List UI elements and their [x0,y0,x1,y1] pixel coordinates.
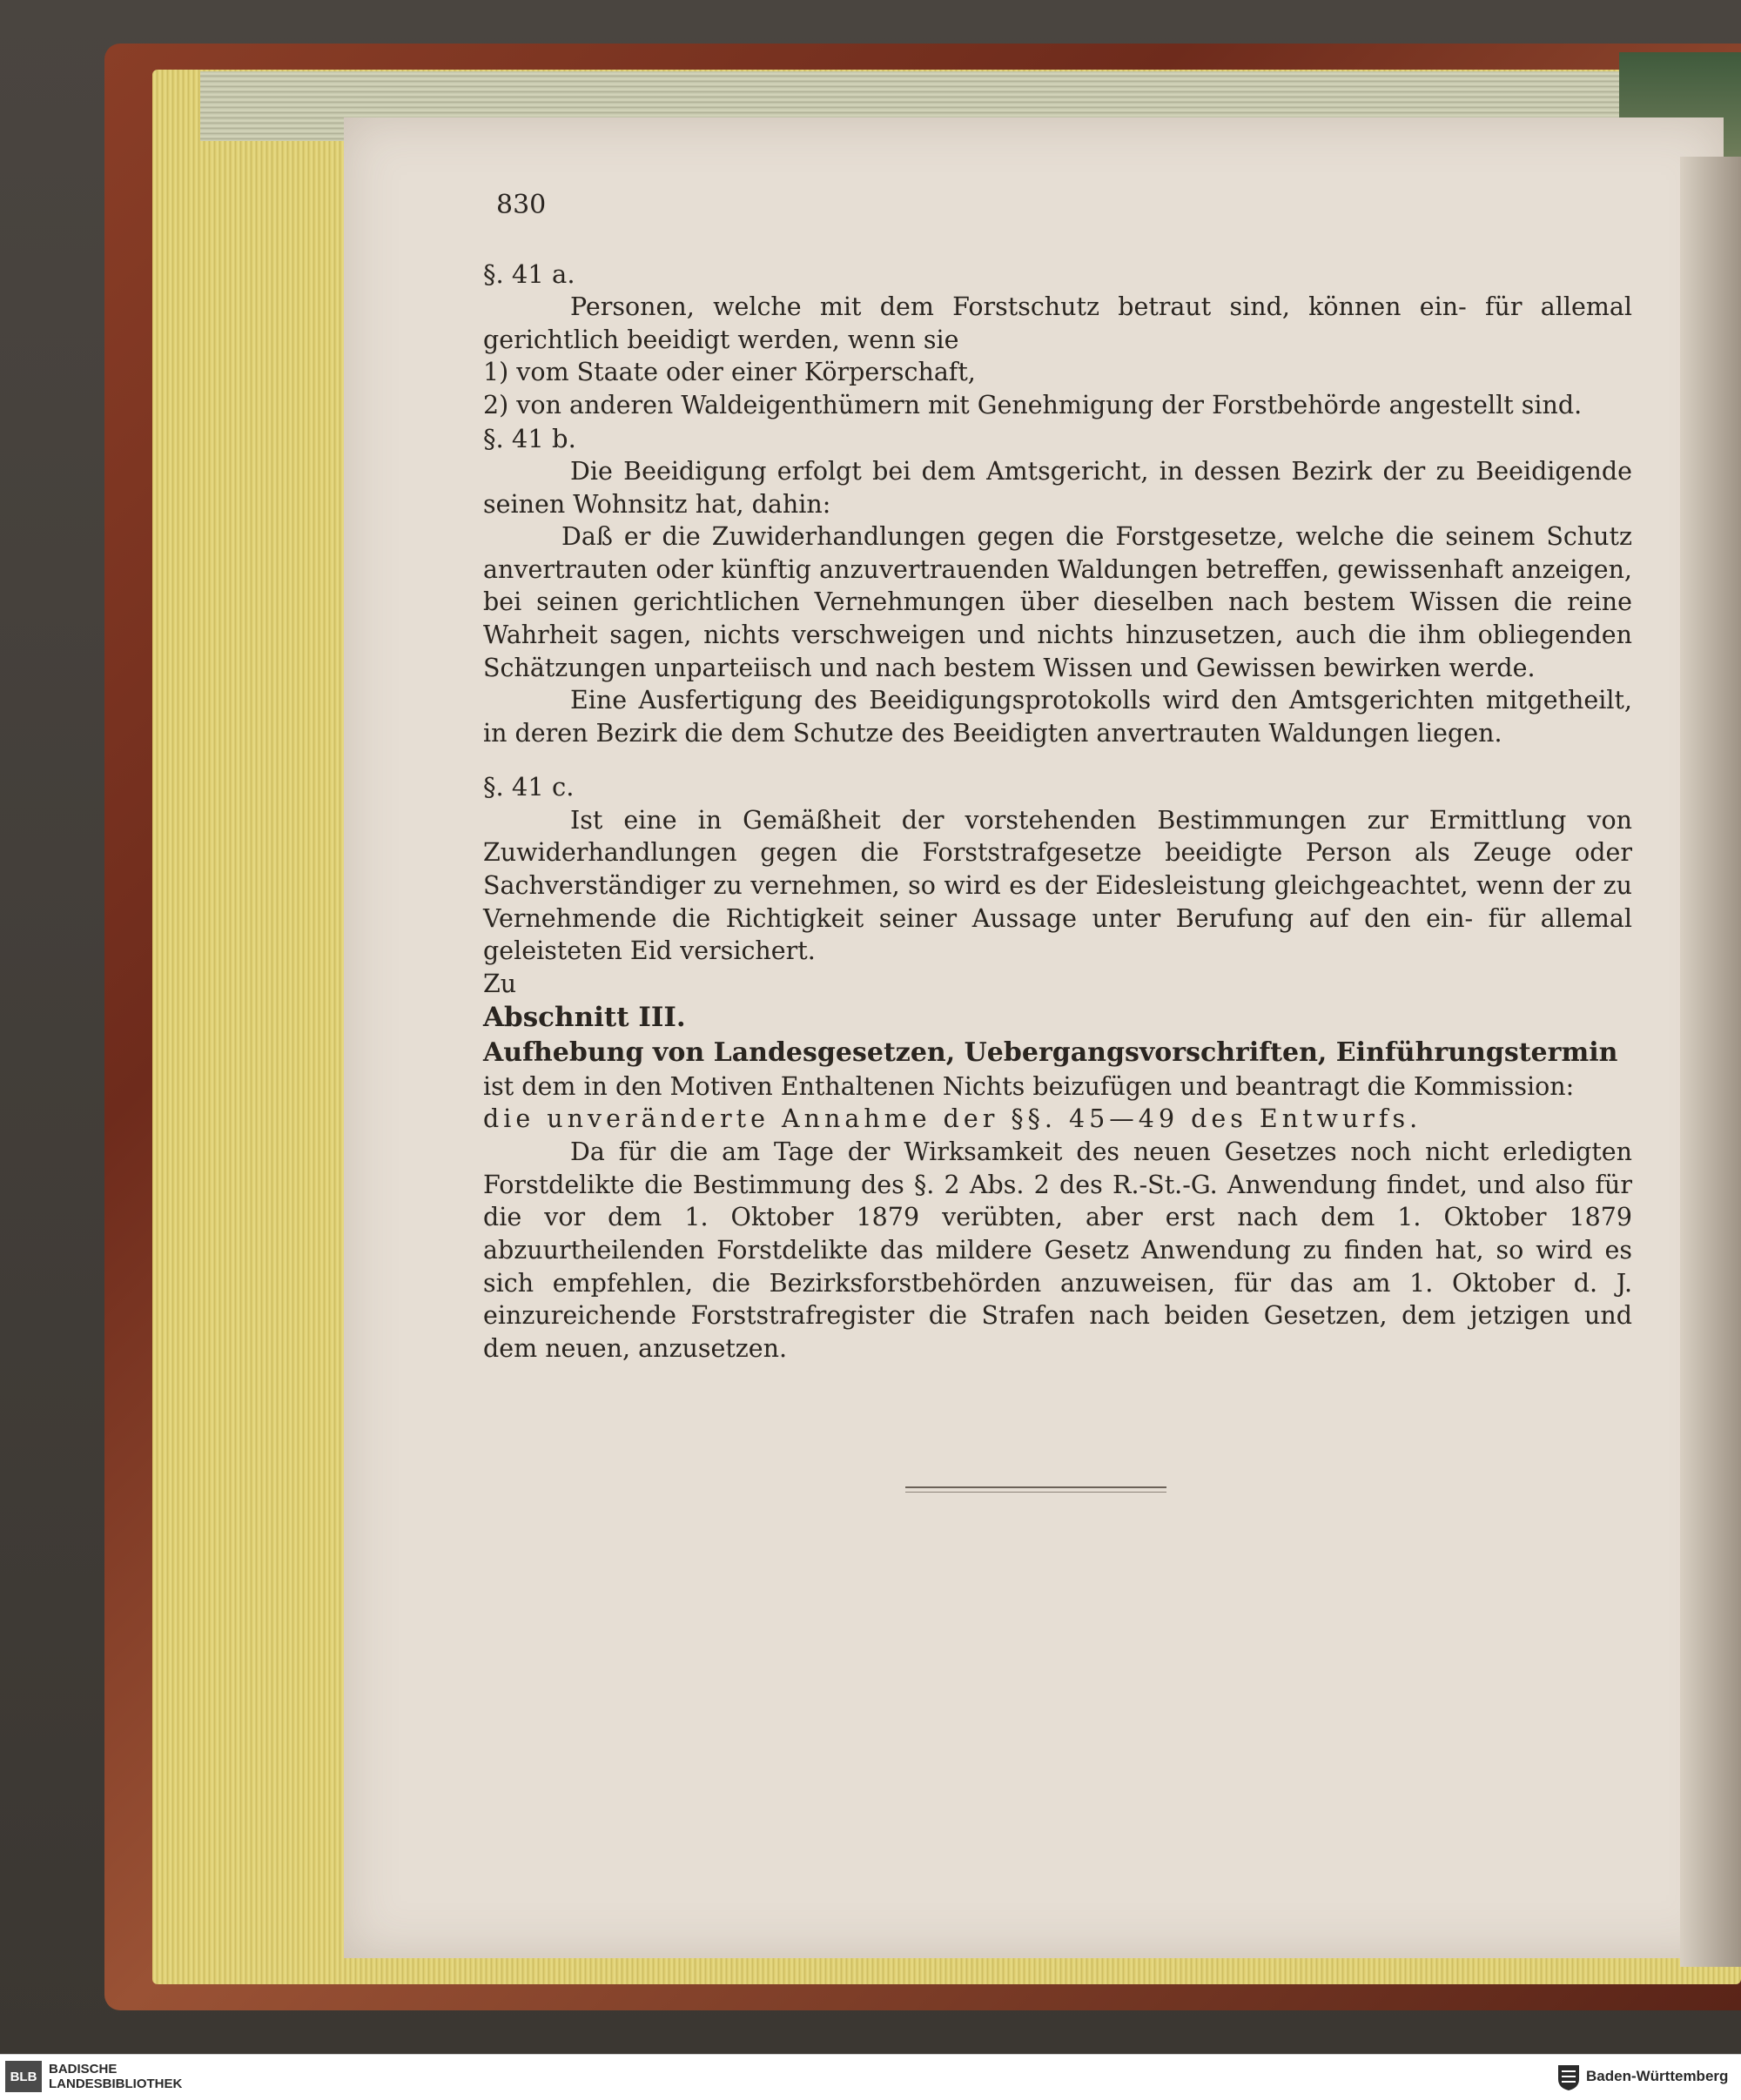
list-item: 2) von anderen Waldeigenthümern mit Genehmigung der Forstbehörde angestellt sind. [483,391,1583,420]
institution-line-2: LANDESBIBLIOTHEK [49,2077,183,2091]
section-title-41b: §. 41 b. [483,423,576,453]
blb-logo[interactable]: BLB [5,2061,42,2092]
footer-bar [0,2054,1741,2100]
section-41c-text: Ist eine in Gemäßheit der vorstehenden Bestimmungen zur Ermittlung von Zuwiderhandlungen gegen die Forststrafgesetze beeidigte Person als Zeuge oder Sachverständiger zu vernehmen, so wird es der Eidesleistung gleichgeachtet, wenn der zu Vernehmende die Richtigkeit seiner Aussage unter Berufung auf den ein- für allemal geleisteten Eid versichert. [483,805,1632,966]
commission-text: ist dem in den Motiven Enthaltenen Nichts beizufügen und beantragt die Kommission: [483,1071,1575,1101]
list-item: 1) vom Staate oder einer Körperschaft, [483,358,976,387]
commission-motion: die unveränderte Annahme der §§. 45—49 des Entwurfs. [483,1104,1422,1134]
oath-text: Daß er die Zuwiderhandlungen gegen die Forstgesetze, welche die seinem Schutz anvertrauten oder künftig anzuvertrauenden Waldungen betreffen, gewissenhaft anzeigen, bei seinen gerichtlichen Vernehmungen über dieselben nach bestem Wissen die reine Wahrheit sagen, nichts verschweigen und nichts hinzusetzen, auch die ihm obliegenden Schätzungen unparteiisch und nach bestem Wissen und Gewissen bewirken werde. [483,522,1632,682]
closing-rule [905,1486,1166,1488]
zu-label: Zu [483,969,517,998]
chapter-heading: Aufhebung von Landesgesetzen, Uebergangsvorschriften, Einführungstermin [483,1037,1618,1069]
section-41b-intro: Die Beeidigung erfolgt bei dem Amtsgericht, in dessen Bezirk der zu Beeidigende seinen Wohnsitz hat, dahin: [483,456,1632,519]
page-content [483,258,1632,1365]
section-41b-closing: Eine Ausfertigung des Beeidigungsprotokolls wird den Amtsgerichten mitgetheilt, in deren Bezirk die dem Schutze des Beeidigten anvertrauten Waldungen liegen. [483,686,1632,748]
section-title-41c: §. 41 c. [483,772,575,802]
section-41a-intro: Personen, welche mit dem Forstschutz betraut sind, können ein- für allemal gerichtlich beeidigt werden, wenn sie [483,292,1632,354]
page-gutter [1680,157,1741,1967]
baden-wuerttemberg-label[interactable]: Baden-Württemberg [1586,2068,1729,2084]
final-paragraph: Da für die am Tage der Wirksamkeit des neuen Gesetzes noch nicht erledigten Forstdelikte die Bestimmung des §. 2 Abs. 2 des R.-St.-G. Anwendung findet, und also für die vor dem 1. Oktober 1879 verübten, aber erst nach dem 1. Oktober 1879 abzuurtheilenden Forstdelikte das mildere Gesetz Anwendung zu finden hat, so wird es sich empfehlen, die Bezirksforstbehörden anzuweisen, für das am 1. Oktober d. J. einzureichende Forststrafregister die Strafen nach beiden Gesetzen, dem jetzigen und dem neuen, anzusetzen. [483,1137,1632,1363]
section-title-41a: §. 41 a. [483,259,575,289]
institution-name [49,2062,182,2091]
page-number: 830 [496,190,547,220]
closing-rule-secondary [905,1492,1166,1493]
baden-wuerttemberg-coat-of-arms-icon[interactable] [1556,2063,1581,2091]
institution-line-1: BADISCHE [49,2062,118,2077]
abschnitt-heading: Abschnitt III. [483,1002,686,1034]
